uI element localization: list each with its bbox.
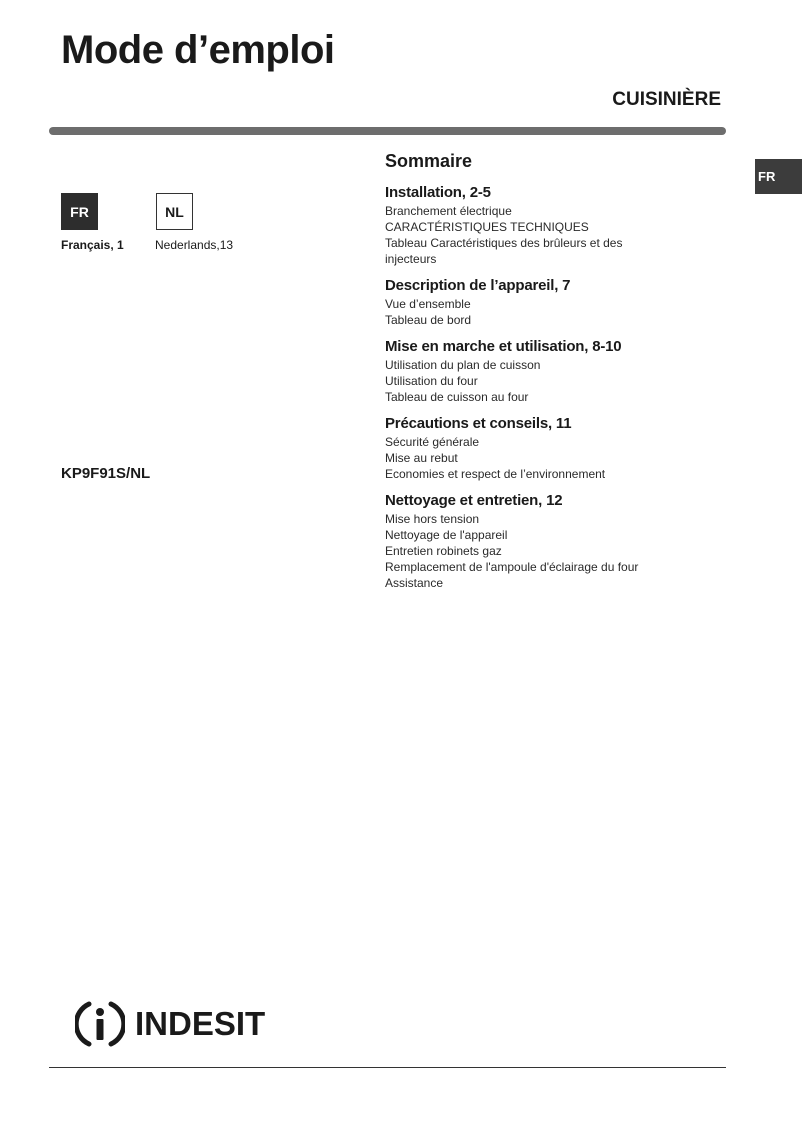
toc-section-title: Mise en marche et utilisation, 8-10 (385, 338, 622, 355)
toc-section-cleaning (385, 492, 745, 591)
toc-section-installation (385, 184, 745, 267)
toc-item: Tableau Caractéristiques des brûleurs et des (385, 236, 623, 250)
language-box-nl: NL (156, 193, 193, 230)
toc-item: Economies et respect de l’environnement (385, 467, 606, 481)
model-number: KP9F91S/NL (61, 465, 151, 482)
toc-item: Entretien robinets gaz (385, 544, 502, 558)
toc-section-description (385, 277, 745, 328)
language-side-tab: FR (755, 159, 802, 194)
table-of-contents (385, 151, 745, 601)
toc-item: CARACTÉRISTIQUES TECHNIQUES (385, 220, 589, 234)
language-box-fr: FR (61, 193, 98, 230)
product-type: CUISINIÈRE (612, 89, 721, 110)
toc-item: Tableau de bord (385, 313, 472, 327)
toc-item: Remplacement de l'ampoule d'éclairage du four (385, 560, 639, 574)
toc-section-title: Précautions et conseils, 11 (385, 415, 572, 432)
toc-item: Sécurité générale (385, 435, 480, 449)
toc-item: Utilisation du plan de cuisson (385, 358, 541, 372)
toc-item: Mise hors tension (385, 512, 480, 526)
toc-section-title: Installation, 2-5 (385, 184, 491, 201)
indesit-logo-icon (75, 998, 125, 1050)
toc-section-title: Description de l’appareil, 7 (385, 277, 571, 294)
brand-name: INDESIT (135, 1005, 266, 1042)
toc-section-title: Nettoyage et entretien, 12 (385, 492, 563, 509)
toc-item: Vue d’ensemble (385, 297, 471, 311)
toc-item: Nettoyage de l'appareil (385, 528, 508, 542)
page-title: Mode d’emploi (61, 28, 335, 72)
language-caption-nl: Nederlands,13 (155, 238, 234, 252)
toc-item: Tableau de cuisson au four (385, 390, 529, 404)
toc-item: Utilisation du four (385, 374, 478, 388)
toc-section-usage (385, 338, 745, 405)
indesit-logo (75, 998, 265, 1050)
toc-item: Mise au rebut (385, 451, 458, 465)
toc-item: Branchement électrique (385, 204, 512, 218)
toc-heading: Sommaire (385, 151, 473, 171)
language-caption-fr: Français, 1 (61, 238, 124, 252)
toc-section-precautions (385, 415, 745, 482)
header-rule (49, 127, 726, 135)
toc-item: Assistance (385, 576, 444, 590)
footer-rule (49, 1067, 726, 1068)
toc-item: injecteurs (385, 252, 437, 266)
